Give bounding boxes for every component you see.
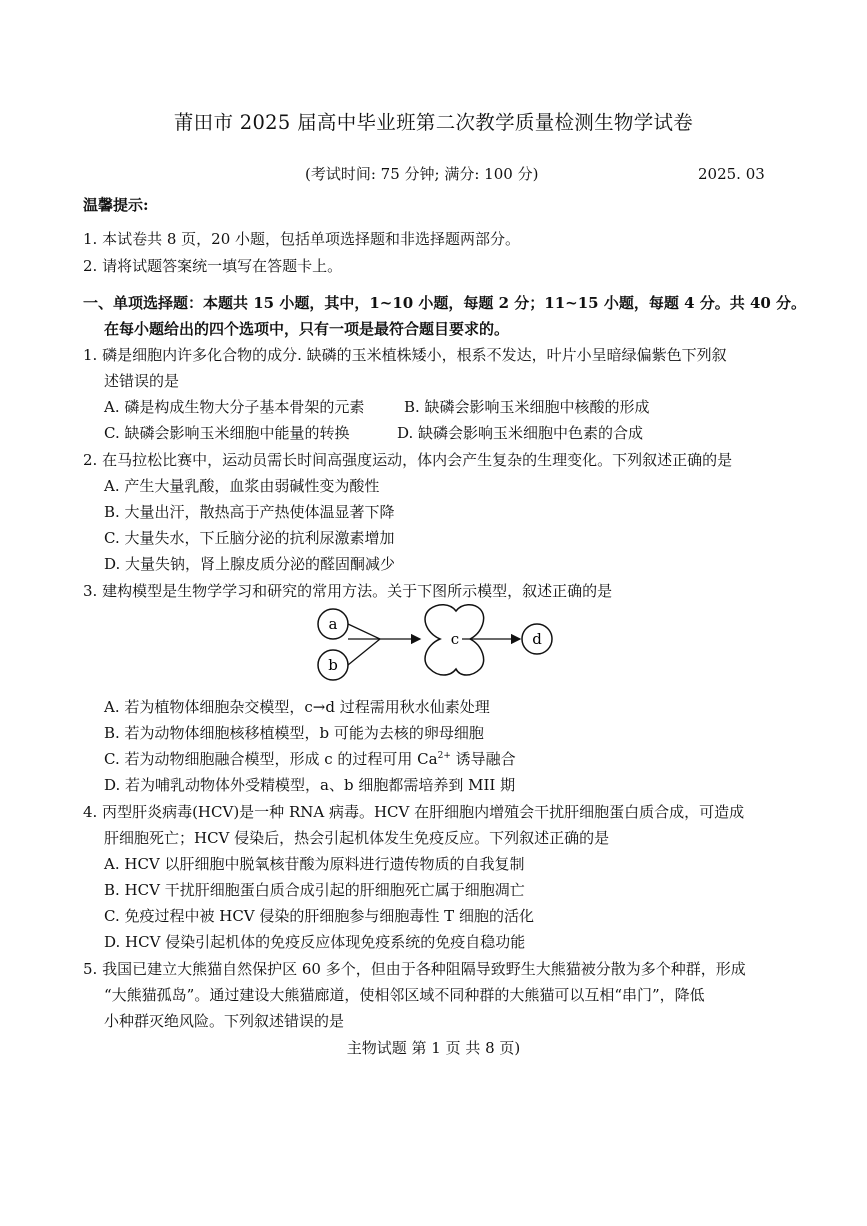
exam-info: (考试时间: 75 分钟; 满分: 100 分) bbox=[305, 165, 539, 183]
question-1-option-a: A. 磷是构成生物大分子基本骨架的元素 bbox=[104, 398, 365, 416]
option-c-text-end: 诱导融合 bbox=[450, 750, 516, 768]
section-instruction: 在每小题给出的四个选项中，只有一项是最符合题目要求的。 bbox=[104, 320, 510, 338]
tips-heading: 温馨提示: bbox=[83, 196, 149, 214]
question-2-option-a: A. 产生大量乳酸，血浆由弱碱性变为酸性 bbox=[104, 477, 380, 495]
question-2-option-c: C. 大量失水，下丘脑分泌的抗利尿激素增加 bbox=[104, 529, 395, 547]
connector-a bbox=[348, 624, 380, 639]
question-4-option-b: B. HCV 干扰肝细胞蛋白质合成引起的肝细胞死亡属于细胞凋亡 bbox=[104, 881, 525, 899]
question-5-stem-cont: “大熊猫孤岛”。通过建设大熊猫廊道，使相邻区域不同种群的大熊猫可以互相“串门”，降低 bbox=[104, 986, 705, 1004]
question-5-stem: 5. 我国已建立大熊猫自然保护区 60 多个，但由于各种阻隔导致野生大熊猫被分散为多个种群，形成 bbox=[83, 960, 746, 978]
label-a: a bbox=[328, 615, 338, 633]
question-4-option-a: A. HCV 以肝细胞中脱氧核苷酸为原料进行遗传物质的自我复制 bbox=[104, 855, 525, 873]
question-3-option-b: B. 若为动物体细胞核移植模型，b 可能为去核的卵母细胞 bbox=[104, 724, 484, 742]
section-heading: 一、单项选择题：本题共 15 小题，其中，1~10 小题，每题 2 分；11~15 小题，每题 4 分。共 40 分。 bbox=[83, 294, 807, 312]
question-2-stem: 2. 在马拉松比赛中，运动员需长时间高强度运动，体内会产生复杂的生理变化。下列叙述正确的是 bbox=[83, 451, 733, 469]
calcium-charge: 2+ bbox=[437, 751, 451, 761]
question-1-stem: 1. 磷是细胞内许多化合物的成分. 缺磷的玉米植株矮小，根系不发达，叶片小呈暗绿偏紫色下列叙 bbox=[83, 346, 727, 364]
label-b: b bbox=[328, 656, 338, 674]
connector-b bbox=[348, 639, 380, 665]
question-3-stem: 3. 建构模型是生物学学习和研究的常用方法。关于下图所示模型，叙述正确的是 bbox=[83, 582, 613, 600]
page-footer: 主物试题 第 1 页 共 8 页) bbox=[346, 1039, 521, 1057]
label-d: d bbox=[532, 630, 542, 648]
question-2-option-b: B. 大量出汗，散热高于产热使体温显著下降 bbox=[104, 503, 395, 521]
question-4-stem: 4. 丙型肝炎病毒(HCV)是一种 RNA 病毒。HCV 在肝细胞内增殖会干扰肝细胞蛋白质合成，可造成 bbox=[83, 803, 745, 821]
question-1-option-c: C. 缺磷会影响玉米细胞中能量的转换 bbox=[104, 424, 350, 442]
question-3-option-c bbox=[104, 748, 516, 770]
question-1-option-b: B. 缺磷会影响玉米细胞中核酸的形成 bbox=[404, 398, 650, 416]
label-c: c bbox=[450, 630, 460, 648]
question-4-option-d: D. HCV 侵染引起机体的免疫反应体现免疫系统的免疫自稳功能 bbox=[104, 933, 526, 951]
page-title: 莆田市 2025 届高中毕业班第二次教学质量检测生物学试卷 bbox=[173, 111, 694, 134]
cell-model-diagram bbox=[310, 603, 560, 685]
question-4-stem-cont: 肝细胞死亡；HCV 侵染后，热会引起机体发生免疫反应。下列叙述正确的是 bbox=[104, 829, 610, 847]
tip-item: 2. 请将试题答案统一填写在答题卡上。 bbox=[83, 257, 343, 275]
question-3-option-a: A. 若为植物体细胞杂交模型，c→d 过程需用秋水仙素处理 bbox=[104, 698, 490, 716]
tip-item: 1. 本试卷共 8 页，20 小题，包括单项选择题和非选择题两部分。 bbox=[83, 230, 521, 248]
question-2-option-d: D. 大量失钠，肾上腺皮质分泌的醛固酮减少 bbox=[104, 555, 396, 573]
question-1-option-d: D. 缺磷会影响玉米细胞中色素的合成 bbox=[397, 424, 644, 442]
question-5-stem-cont2: 小种群灭绝风险。下列叙述错误的是 bbox=[104, 1012, 345, 1030]
question-3-option-d: D. 若为哺乳动物体外受精模型，a、b 细胞都需培养到 MII 期 bbox=[104, 776, 516, 794]
exam-date: 2025. 03 bbox=[698, 165, 765, 183]
question-1-stem-cont: 述错误的是 bbox=[104, 372, 180, 390]
question-4-option-c: C. 免疫过程中被 HCV 侵染的肝细胞参与细胞毒性 T 细胞的活化 bbox=[104, 907, 534, 925]
option-c-text: C. 若为动物细胞融合模型，形成 c 的过程可用 Ca bbox=[104, 750, 438, 768]
